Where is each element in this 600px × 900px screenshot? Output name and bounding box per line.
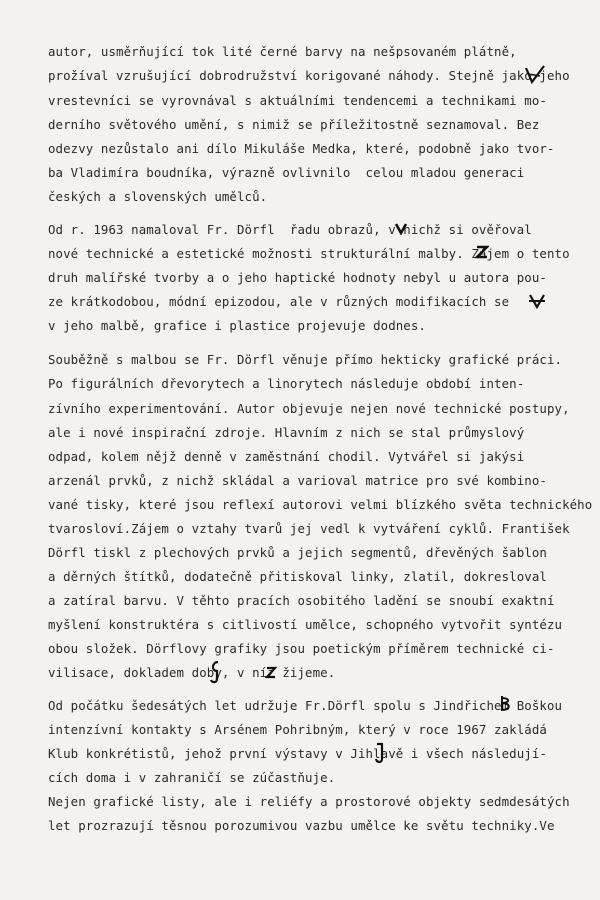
text-line: Souběžně s malbou se Fr. Dörfl věnuje přímo hekticky grafické práci. [48,352,563,367]
text-line: Dörfl tiskl z plechových prvků a jejich segmentů, dřevěných šablon [48,545,547,560]
handwritten-correction-mark [265,664,277,680]
text-line: Klub konkrétistů, jehož první výstavy v Jihlavě i všech následují- [48,746,547,761]
text-line: Po figurálních dřevorytech a linorytech následuje období inten- [48,376,525,391]
text-line: let prozrazují těsnou porozumivou vazbu umělce ke světu techniky.Ve [48,818,555,833]
text-line: intenzívní kontakty s Arsénem Pohribným, který v roce 1967 zakládá [48,722,547,737]
text-line: v jeho malbě, grafice i plastice projevuje dodnes. [48,318,426,333]
text-line: derního světového umění, s nimiž se příležitostně seznamoval. Bez [48,117,540,132]
text-line: vané tisky, které jsou reflexí autorovi velmi blízkého světa technického [48,497,593,512]
text-line: tvarosloví.Zájem o vztahy tvarů jej vedl k vytváření cyklů. František [48,521,570,536]
text-line: obou složek. Dörflovy grafiky jsou poetickým příměrem technické ci- [48,641,555,656]
handwritten-correction-mark [523,64,547,86]
text-line: ba Vladimíra boudníka, výrazně ovlivnilo celou mladou generaci [48,165,525,180]
text-line: myšlení konstruktéra s citlivostí umělce, schopného vytvořit syntézu [48,617,563,632]
text-line: a zatíral barvu. V těhto pracích osobitého ladění se snoubí exaktní [48,593,555,608]
text-line: Od počátku šedesátých let udržuje Fr.Dörfl spolu s Jindřichem Boškou [48,698,563,713]
text-line: autor, usměrňující tok lité černé barvy na nešpsovaném plátně, [48,44,517,59]
handwritten-correction-mark [208,659,222,685]
text-line: cích doma i v zahraničí se zúčastňuje. [48,770,336,785]
handwritten-correction-mark [373,741,387,765]
text-line: českých a slovenských umělců. [48,189,268,204]
text-line: ze krátkodobou, módní epizodou, ale v různých modifikacích se [48,294,510,309]
text-line: Nejen grafické listy, ale i reliéfy a prostorové objekty sedmdesátých [48,794,570,809]
text-line: ale i nové inspirační zdroje. Hlavním z nich se stal průmyslový [48,425,525,440]
handwritten-correction-mark [475,245,489,259]
handwritten-correction-mark [527,292,547,310]
text-line: odpad, kolem nějž denně v zaměstnání chodil. Vytvářel si jakýsi [48,449,525,464]
text-line: nové technické a estetické možnosti strukturální malby. Zájem o tento [48,246,570,261]
text-line: arzenál prvků, z nichž skládal a varioval matrice pro své kombino- [48,473,547,488]
text-line: vilisace, dokladem doby, v níž žijeme. [48,665,336,680]
text-line: vrestevníci se vyrovnával s aktuálními tendencemi a technikami mo- [48,93,547,108]
text-line: a děrných štítků, dodatečně přitiskoval linky, zlatil, dokresloval [48,569,547,584]
handwritten-correction-mark [394,221,408,235]
text-line: zívního experimentování. Autor objevuje nejen nové technické postupy, [48,401,570,416]
text-line: prožíval vzrušující dobrodružství korigované náhody. Stejně jako jeho [48,68,570,83]
text-line: Od r. 1963 namaloval Fr. Dörfl řadu obrazů, v nichž si ověřoval [48,222,532,237]
handwritten-correction-mark [499,694,513,714]
text-line: druh malířské tvorby a o jeho haptické hodnoty nebyl u autora pou- [48,270,547,285]
text-line: odezvy nezůstalo ani dílo Mikuláše Medka, které, podobně jako tvor- [48,141,555,156]
